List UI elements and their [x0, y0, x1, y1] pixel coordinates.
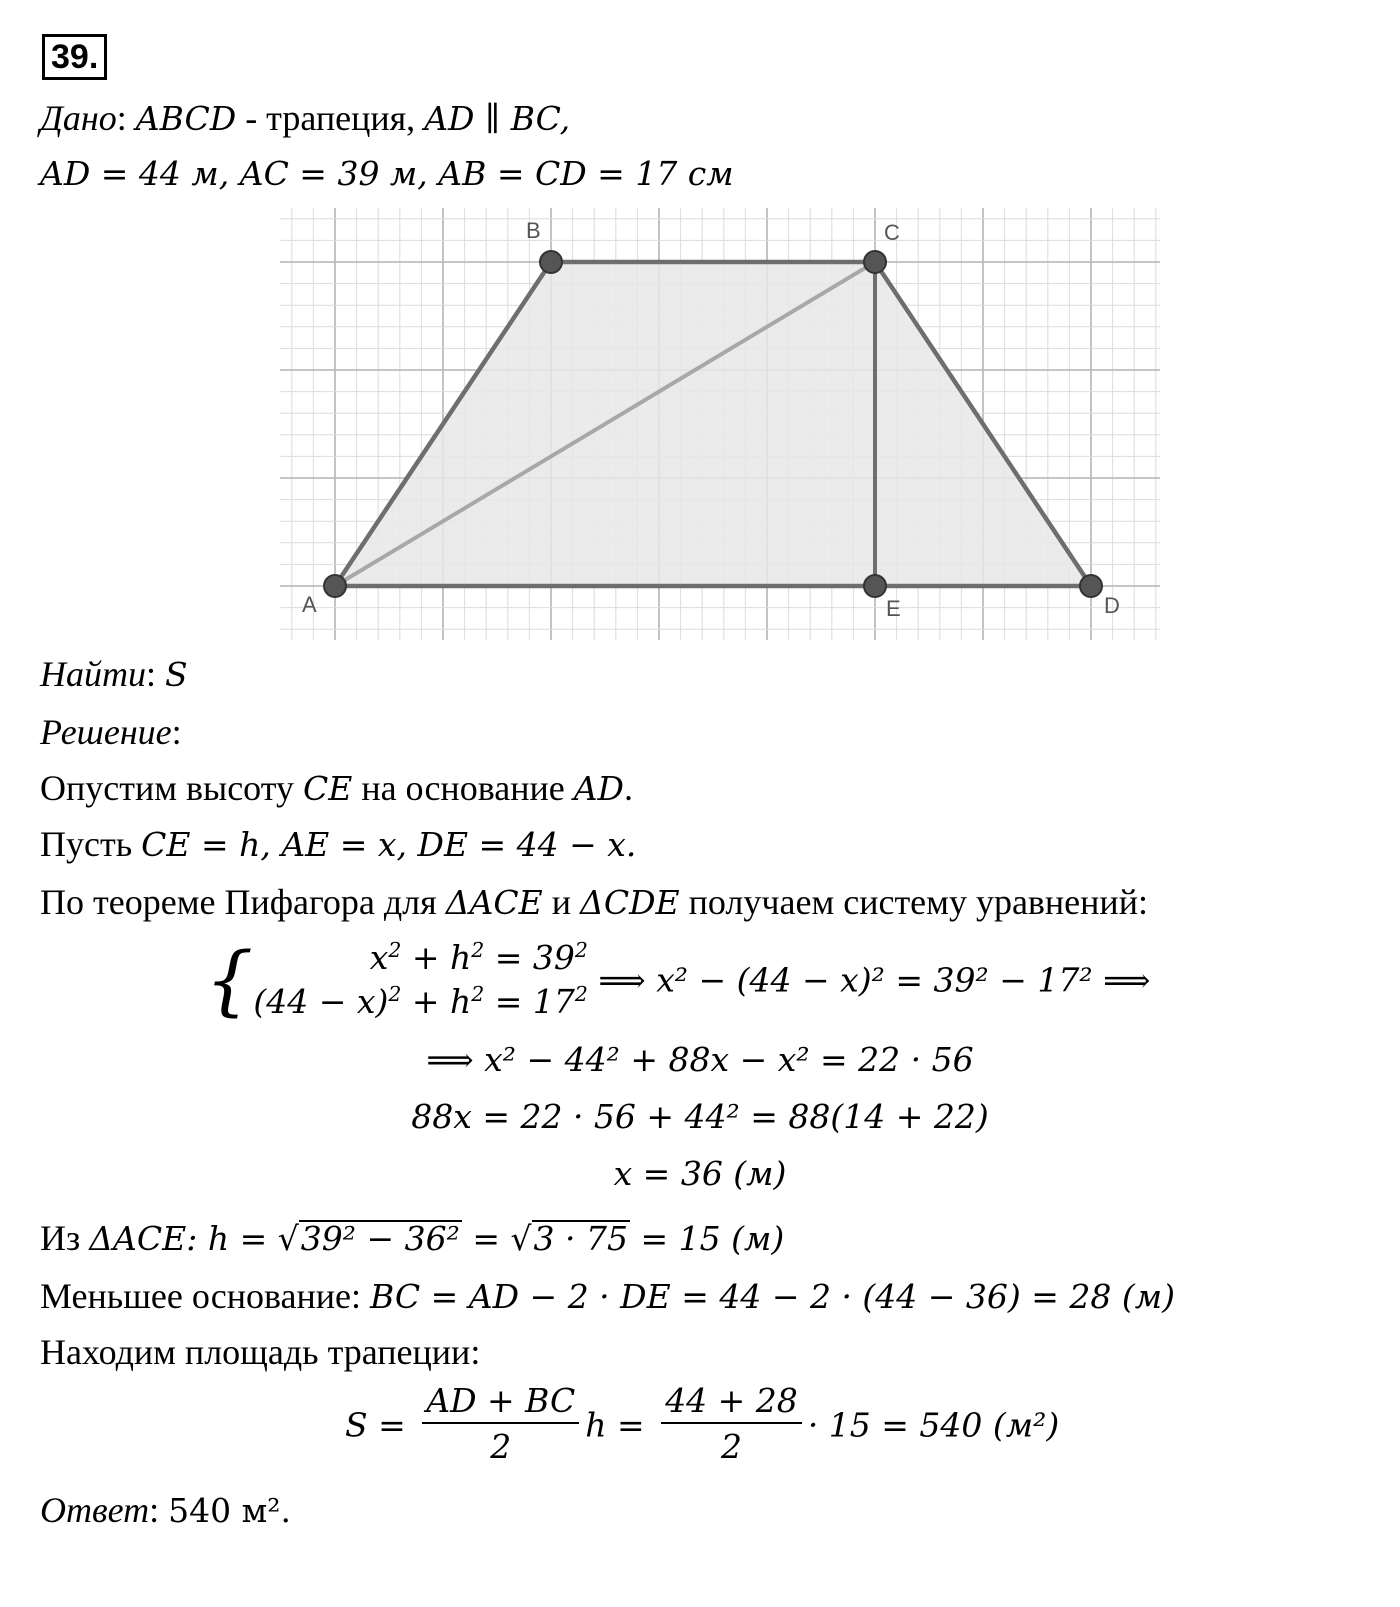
system-brace: { — [205, 935, 254, 1024]
label-e: E — [886, 596, 901, 621]
given-figure-name: ABCD — [135, 99, 237, 138]
height-result: = 15 (м) — [629, 1219, 785, 1258]
step-3 — [40, 880, 1148, 925]
point-c — [864, 251, 886, 273]
system-rhs: ⟹ x² − (44 − x)² = 39² − 17² ⟹ — [587, 960, 1151, 1000]
step-2-text: Пусть — [40, 824, 142, 864]
step-3-ace: ΔACE — [445, 883, 543, 922]
derivation-2: 88x = 22 · 56 + 44² = 88(14 + 22) — [411, 1097, 989, 1136]
height-text: Из — [40, 1218, 90, 1258]
area-h: h = — [585, 1405, 656, 1445]
height-root-1: 39² − 36² — [300, 1219, 460, 1258]
solution-heading: Решение: — [40, 712, 182, 752]
derivation-1: ⟹ x² − 44² + 88x − x² = 22 · 56 — [426, 1040, 974, 1079]
area-fraction-2: $\frac{44 + 28}{2}$ — [661, 1380, 802, 1470]
step-1-ad: AD — [573, 769, 625, 808]
step-3-text-c: получаем систему уравнений: — [679, 882, 1148, 922]
system-eq-2: $(44 - x)^2 + h^2 = 17^2$ — [253, 982, 588, 1021]
step-2 — [40, 822, 636, 867]
area-intro: Находим площадь трапеции: — [40, 1332, 481, 1372]
system-equations — [253, 936, 588, 1024]
height-line: Из ΔACE: h = √39² − 36² = √3 · 75 = 15 (м) — [40, 1218, 785, 1258]
answer-line: Ответ: 540 м². — [40, 1490, 292, 1530]
problem-number: 39. — [42, 34, 107, 80]
smaller-base-math: BC = AD − 2 · DE = 44 − 2 · (44 − 36) = 28 (м) — [370, 1277, 1176, 1316]
given-label: Дано — [40, 98, 117, 138]
find-value: S — [165, 655, 188, 694]
height-h: : h = — [186, 1219, 278, 1258]
area-s: S = — [345, 1405, 417, 1445]
step-3-text-b: и — [542, 882, 580, 922]
height-eq: = — [461, 1219, 511, 1258]
given-line-2: AD = 44 м, AC = 39 м, AB = CD = 17 см — [40, 154, 734, 193]
height-root-2: 3 · 75 — [533, 1219, 628, 1258]
equation-system — [205, 936, 1150, 1024]
given-figure-type: - трапеция, — [236, 98, 425, 138]
step-2-math: CE = h, AE = x, DE = 44 − x. — [141, 825, 637, 864]
step-1-ce: CE — [302, 769, 353, 808]
area-fraction-1: $\frac{AD + BC}{2}$ — [422, 1380, 579, 1470]
trapezoid-figure — [280, 208, 1160, 640]
derivation-3: x = 36 (м) — [613, 1154, 787, 1193]
find-label: Найти — [40, 654, 146, 694]
system-eq-1: $x^2 + h^2 = 39^2$ — [369, 938, 588, 977]
step-1-text-a: Опустим высоту — [40, 768, 303, 808]
step-1 — [40, 766, 633, 811]
step-1-end: . — [624, 768, 634, 808]
label-c: C — [884, 220, 900, 245]
answer-value: 540 м². — [168, 1491, 292, 1530]
area-result: · 15 = 540 (м²) — [807, 1405, 1060, 1445]
trapezoid-fill — [335, 262, 1091, 586]
find-line: Найти: S — [40, 654, 188, 694]
step-3-text-a: По теореме Пифагора для — [40, 882, 446, 922]
label-a: A — [302, 592, 317, 617]
point-a — [324, 575, 346, 597]
step-1-text-b: на основание — [352, 768, 574, 808]
height-triangle: ΔACE — [89, 1219, 187, 1258]
area-formula — [345, 1380, 1059, 1470]
solution-label: Решение — [40, 712, 172, 752]
smaller-base-line — [40, 1274, 1175, 1319]
point-d — [1080, 575, 1102, 597]
point-e — [864, 575, 886, 597]
point-b — [540, 251, 562, 273]
given-line-1: Дано: ABCD - трапеция, AD ∥ BC, — [40, 98, 571, 138]
label-b: B — [526, 218, 541, 243]
answer-label: Ответ — [40, 1490, 150, 1530]
step-3-cde: ΔCDE — [579, 883, 680, 922]
label-d: D — [1104, 593, 1120, 618]
given-parallel: AD ∥ BC, — [424, 99, 571, 138]
smaller-base-text: Меньшее основание: — [40, 1276, 371, 1316]
